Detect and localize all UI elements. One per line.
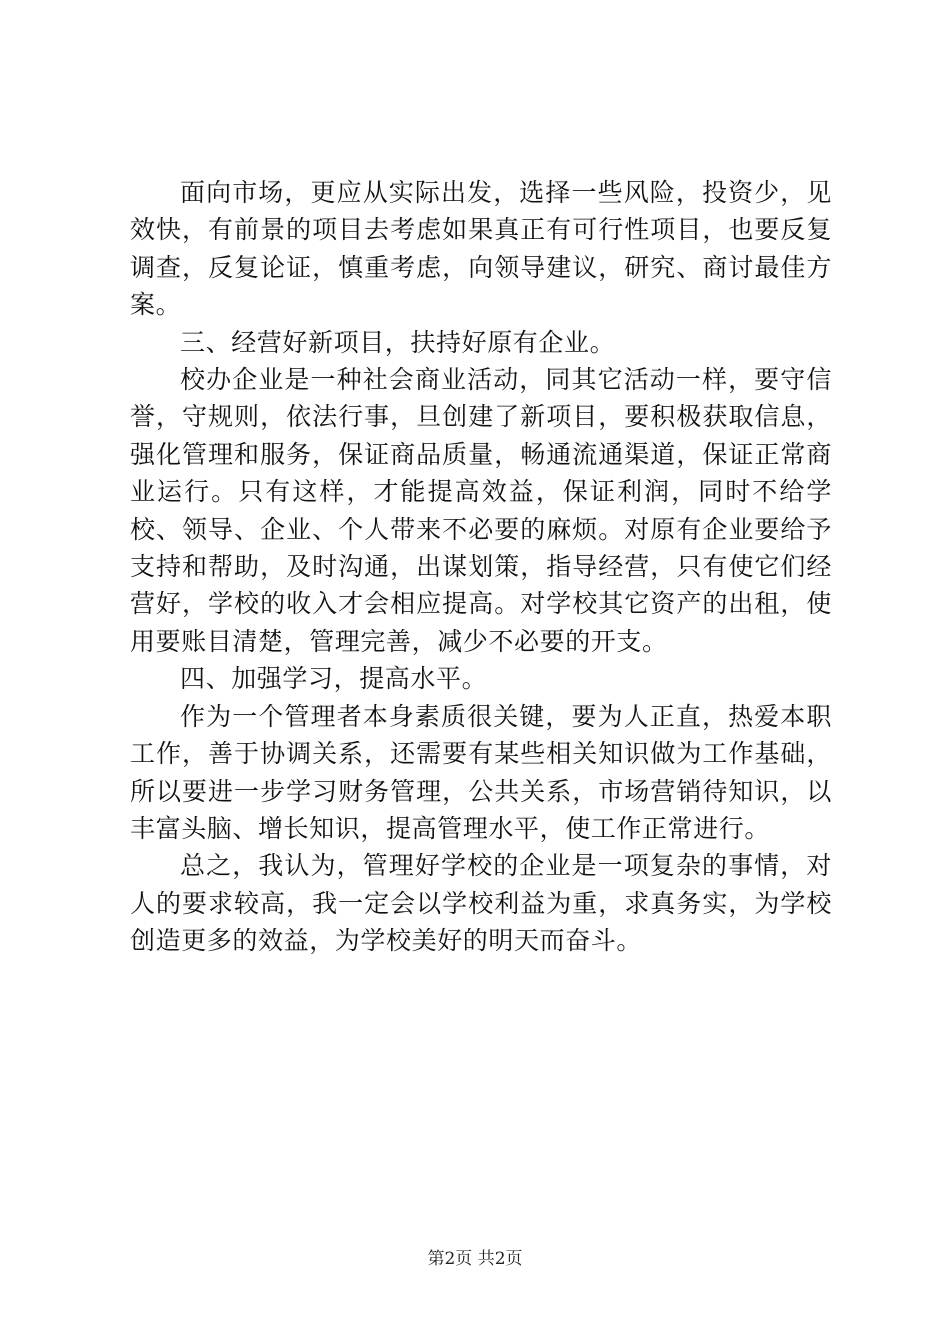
paragraph-manager-quality: 作为一个管理者本身素质很关键，要为人正直，热爱本职工作，善于协调关系，还需要有某些相关知识做为工作基础，所以要进一步学习财务管理，公共关系，市场营销待知识，以丰富头脑、增长知识，提高管理水平，使工作正常进行。: [130, 701, 832, 843]
paragraph-market-orientation: 面向市场，更应从实际出发，选择一些风险，投资少，见效快，有前景的项目去考虑如果真正有可行性项目，也要反复调查，反复论证，慎重考虑，向领导建议，研究、商讨最佳方案。: [130, 178, 832, 320]
document-body: [130, 174, 832, 960]
section-heading-3: 三、经营好新项目，扶持好原有企业。: [180, 327, 616, 357]
section-heading-4: 四、加强学习，提高水平。: [180, 664, 488, 694]
paragraph-school-enterprise: 校办企业是一种社会商业活动，同其它活动一样，要守信誉，守规则，依法行事，旦创建了新项目，要积极获取信息，强化管理和服务，保证商品质量，畅通流通渠道，保证正常商业运行。只有这样，才能提高效益，保证利润，同时不给学校、领导、企业、个人带来不必要的麻烦。对原有企业要给予支持和帮助，及时沟通，出谋划策，指导经营，只有使它们经营好，学校的收入才会相应提高。对学校其它资产的出租，使用要账目清楚，管理完善，减少不必要的开支。: [130, 365, 832, 656]
paragraph-conclusion: 总之，我认为，管理好学校的企业是一项复杂的事情，对人的要求较高，我一定会以学校利益为重，求真务实，为学校创造更多的效益，为学校美好的明天而奋斗。: [130, 851, 832, 956]
page-number-footer: 第2页 共2页: [427, 1249, 523, 1269]
